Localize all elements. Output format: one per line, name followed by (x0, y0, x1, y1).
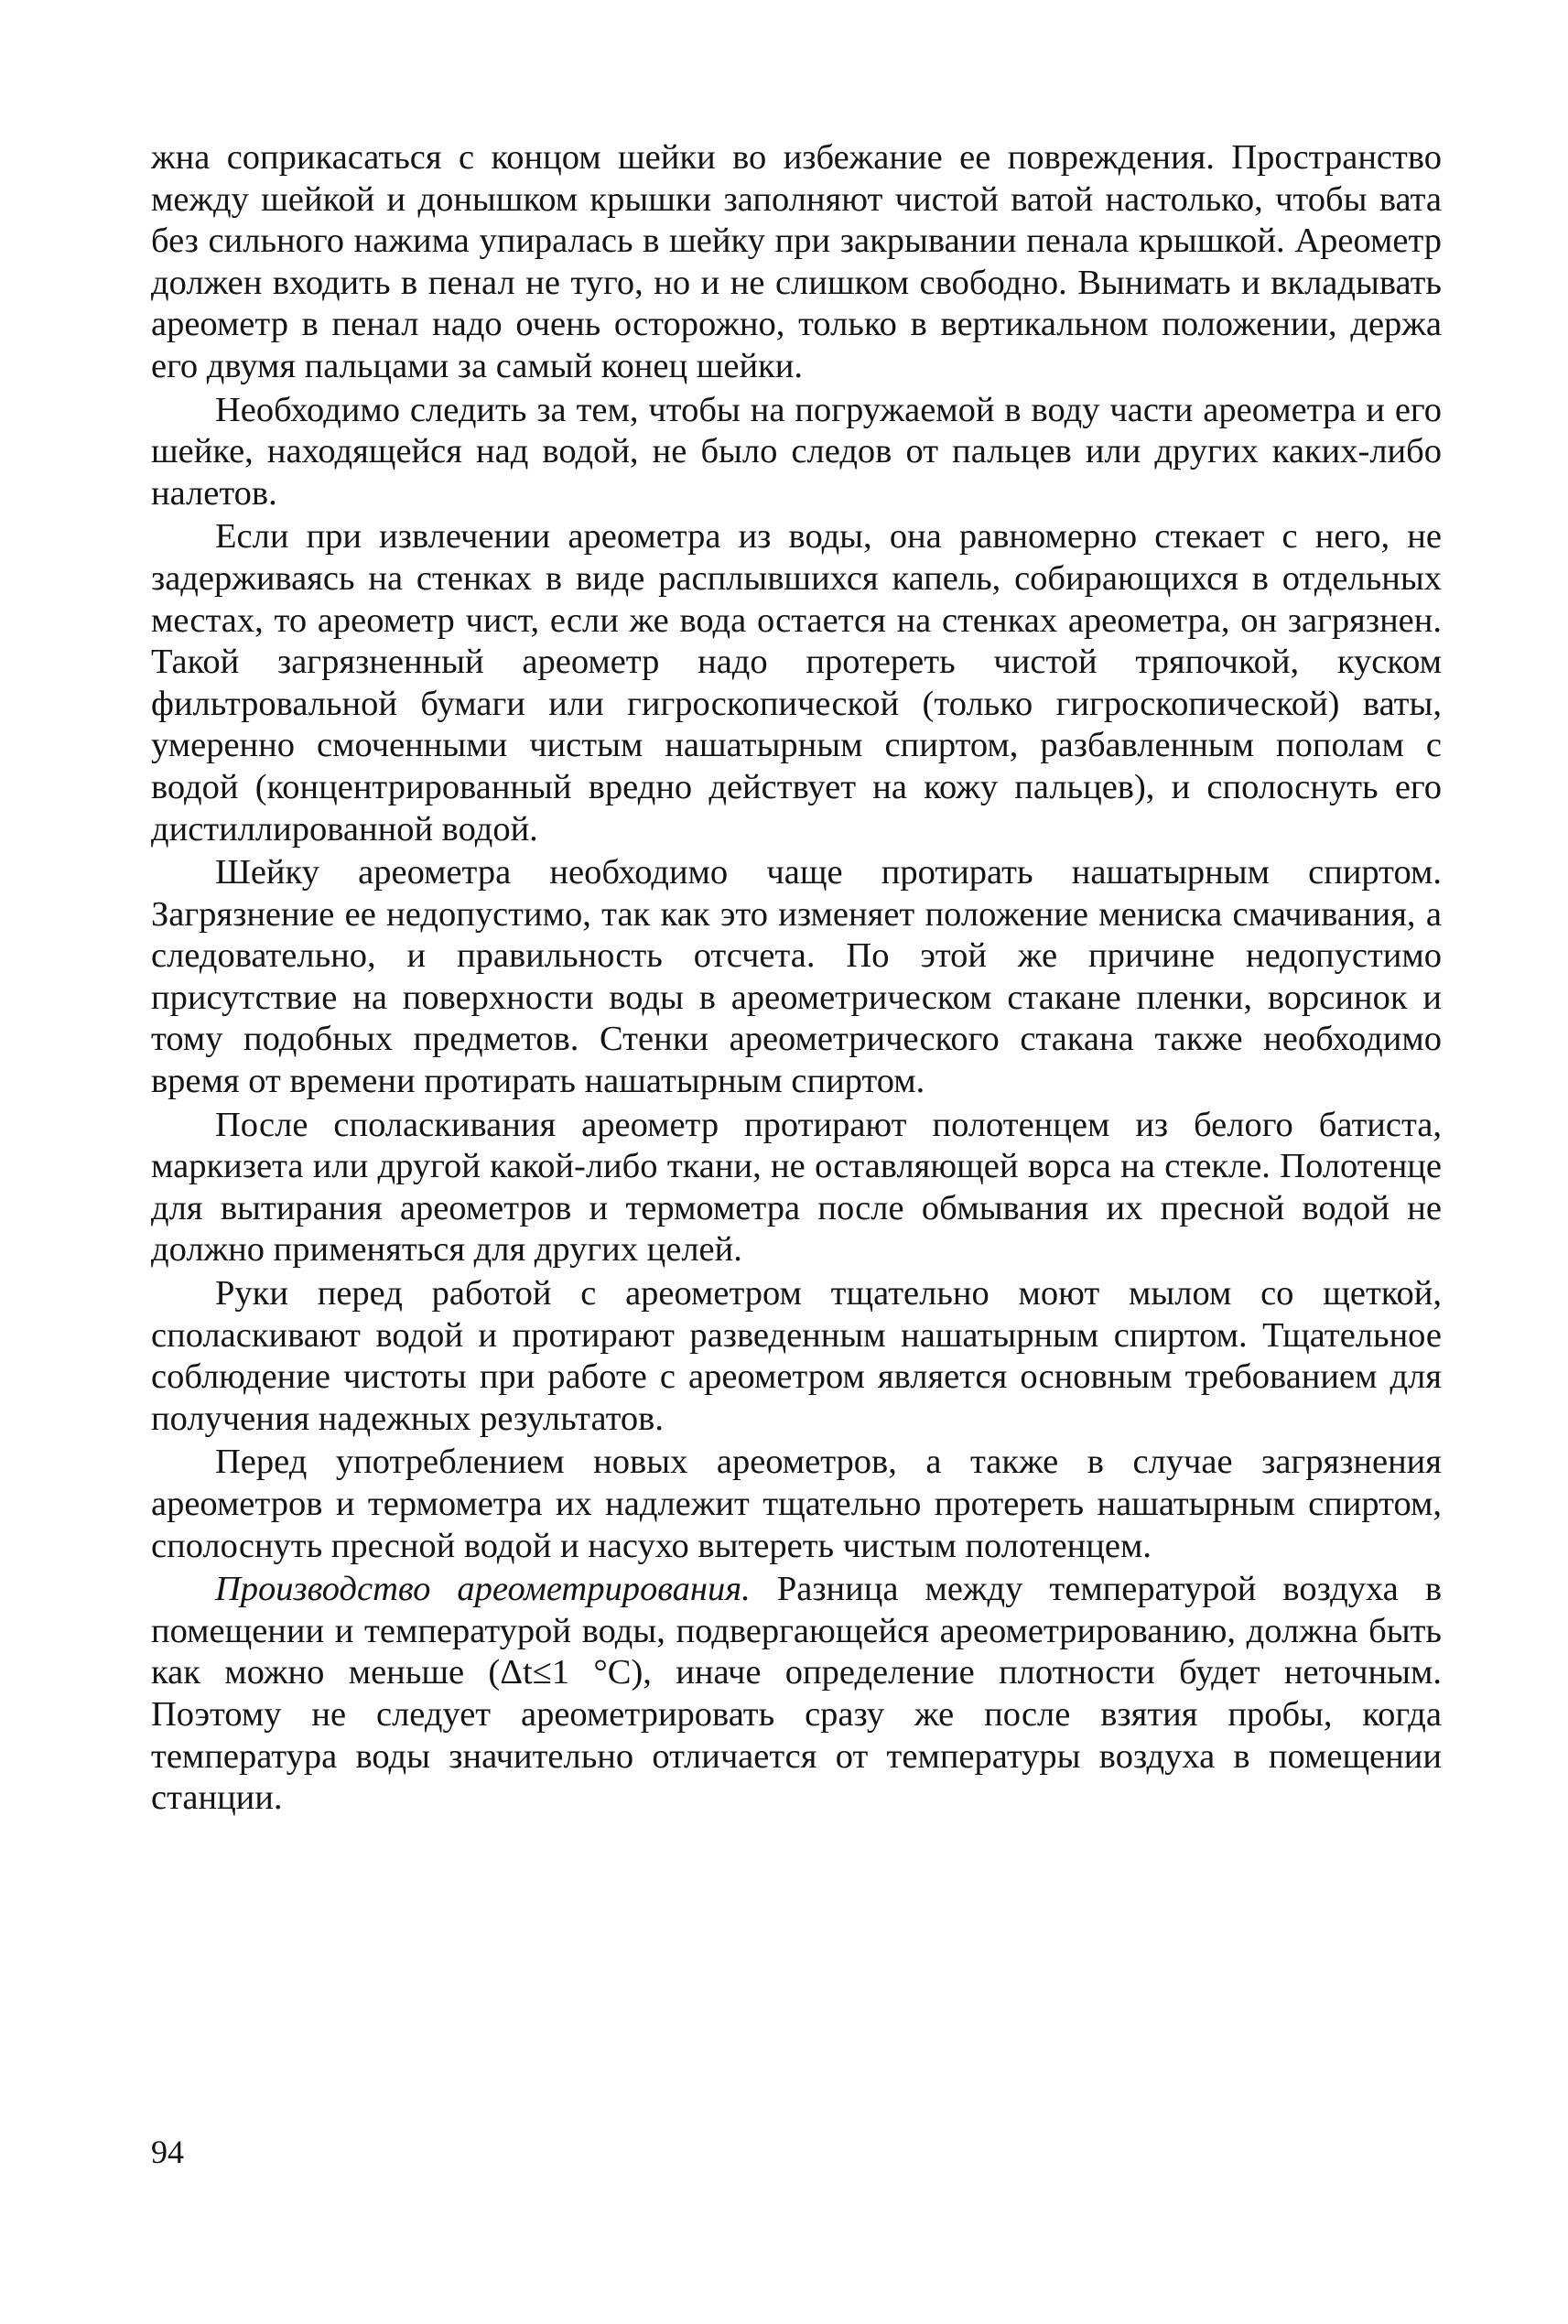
paragraph-5: После споласкивания ареометр протирают полотенцем из белого батиста, маркизета или другой какой-либо ткани, не оставляющей ворса на стекле. Полотенце для вытирания ареометров и термометра после обмывания их пресной водой не должно применяться для других целей. (151, 1105, 1442, 1270)
section-heading: Производство ареометрирования. (215, 1570, 751, 1609)
paragraph-2: Необходимо следить за тем, чтобы на погружаемой в воду части ареометра и его шейке, находящейся над водой, не было следов от пальцев или других каких-либо налетов. (151, 390, 1442, 513)
paragraph-3: Если при извлечении ареометра из воды, она равномерно стекает с него, не задерживаясь на стенках в виде расплывшихся капель, собирающихся в отдельных местах, то ареометр чист, если же вода остается на стенках ареометра, он загрязнен. Такой загрязненный ареометр надо протереть чистой тряпочкой, куском фильтровальной бумаги или гигроскопической (только гигроскопической) ваты, умеренно смоченными чистым нашатырным спиртом, разбавленным пополам с водой (концентрированный вредно действует на кожу пальцев), и сполоснуть его дистиллированной водой. (151, 517, 1442, 849)
page-body (151, 137, 1442, 1821)
paragraph-8-text: Разница между температурой воздуха в помещении и температурой воды, подвергающейся ареометрированию, должна быть как можно меньше (Δt≤1 °C), иначе определение плотности будет неточным. Поэтому не следует ареометрировать сразу же после взятия пробы, когда температура воды значительно отличается от температуры воздуха в помещении станции. (151, 1570, 1442, 1818)
paragraph-6: Руки перед работой с ареометром тщательно моют мылом со щеткой, споласкивают водой и протирают разведенным нашатырным спиртом. Тщательное соблюдение чистоты при работе с ареометром является основным требованием для получения надежных результатов. (151, 1274, 1442, 1438)
paragraph-7: Перед употреблением новых ареометров, а также в случае загрязнения ареометров и термометра их надлежит тщательно протереть нашатырным спиртом, сполоснуть пресной водой и насухо вытереть чистым полотенцем. (151, 1443, 1442, 1565)
paragraph-8 (151, 1569, 1442, 1820)
paragraph-1: жна соприкасаться с концом шейки во избежание ее повреждения. Пространство между шейкой и донышком крышки заполняют чистой ватой настолько, чтобы вата без сильного нажима упиралась в шейку при закрывании пенала крышкой. Ареометр должен входить в пенал не туго, но и не слишком свободно. Вынимать и вкладывать ареометр в пенал надо очень осторожно, только в вертикальном положении, держа его двумя пальцами за самый конец шейки. (151, 138, 1442, 385)
page-number: 94 (151, 2134, 184, 2170)
paragraph-4: Шейку ареометра необходимо чаще протирать нашатырным спиртом. Загрязнение ее недопустимо, так как это изменяет положение мениска смачивания, а следовательно, и правильность отсчета. По этой же причине недопустимо присутствие на поверхности воды в ареометрическом стакане пленки, ворсинок и тому подобных предметов. Стенки ареометрического стакана также необходимо время от времени протирать нашатырным спиртом. (151, 853, 1442, 1101)
